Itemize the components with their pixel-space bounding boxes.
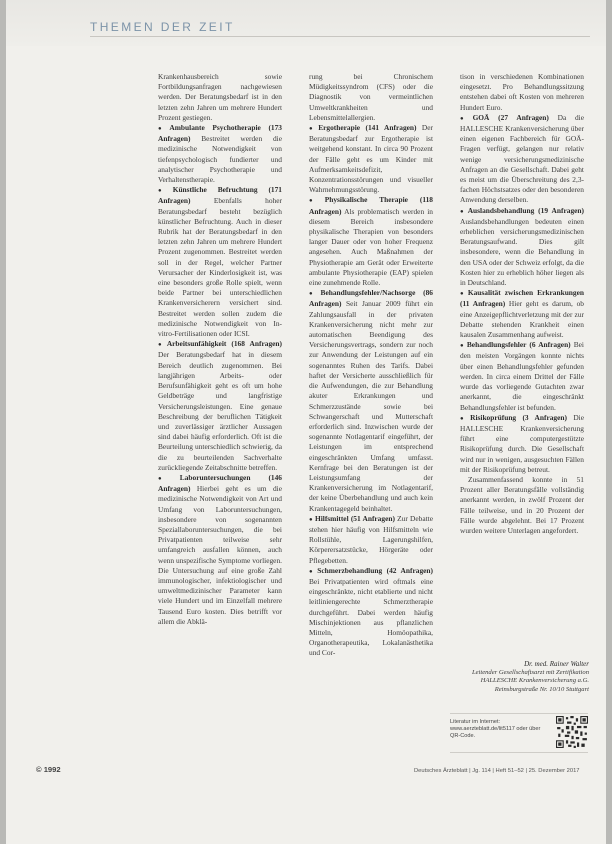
text-column-1	[158, 72, 282, 740]
author-name: Dr. med. Rainer Walter	[524, 660, 589, 668]
text-column-2	[309, 72, 433, 740]
bullet-icon: ●	[460, 115, 471, 122]
paragraph	[460, 206, 584, 289]
paragraph	[460, 340, 584, 412]
paragraph-text: Da die HALLESCHE Krankenversicherung über einen eigenen Fachbereich für GOÄ-Fragen verfügt, gelangen nur relativ wenige versicherungsmedizinische Anfragen an die Gesellschaft. Dabei geht es meist um die Überschreitung des 2,3-fachen Höchstsatzes oder den besonderen Anwendung derselben.	[460, 112, 584, 205]
paragraph	[158, 473, 282, 627]
header-rule	[90, 36, 590, 37]
author-signature	[453, 660, 589, 694]
paragraph	[309, 514, 433, 566]
paragraph-text: tison in verschiedenen Kombinationen eingesetzt. Pro Behandlungssitzung entstehen dabei oft Kosten von mehreren Hundert Euro.	[460, 72, 584, 112]
paragraph	[158, 185, 282, 339]
paragraph	[460, 113, 584, 206]
paragraph	[309, 566, 433, 659]
bullet-icon: ●	[158, 188, 171, 195]
bullet-icon: ●	[158, 475, 178, 482]
author-line-2: HALLESCHE Krankenversicherung a.G.	[480, 677, 589, 685]
paragraph-heading: Ergotherapie (141 Anfragen)	[318, 123, 417, 133]
paragraph	[460, 288, 584, 340]
text-column-3	[460, 72, 584, 740]
paragraph	[158, 72, 282, 123]
paragraph	[158, 339, 282, 473]
paragraph-text: Auslandsbehandlungen bedeuten einen erheblichen versicherungsmedizinischen Beratungsaufwand. Dies gilt insbesondere, wenn die Behandlung in den USA oder der Schweiz erfolgt, da die Kosten hier zu erheblich höher liegen als in Deutschland.	[460, 216, 584, 288]
paragraph-text: Ebenfalls hoher Beratungsbedarf besteht bezüglich künstlicher Befruchtung. Auch in dieser Rubrik hat der Beratungsbedarf in den letzten zehn Jahren um mehrere Hundert Prozent zugenommen. Bestreitet werden soll in der Regel, welcher Partner Verursacher der Kinderlosigkeit ist, was eine besonders große Rolle spielt, wenn beide Partner bei unterschiedlichen Krankenversicherern versichert sind. Bestreitet werden sollen zudem die medizinische Notwendigkeit von In-vitro-Fertilisationen oder ICSI.	[158, 196, 282, 339]
paragraph-heading: Schmerzbehandlung (42 Anfragen)	[317, 565, 433, 575]
paragraph	[460, 475, 584, 536]
paragraph-heading: Behandlungsfehler/Nachsorge (86 Anfragen)	[309, 288, 433, 309]
paragraph-heading: Arbeitsunfähigkeit (168 Anfragen)	[166, 339, 282, 349]
literature-note: Literatur im Internet: www.aerzteblatt.de/lit5117 oder über QR-Code.	[450, 719, 541, 740]
literature-box	[450, 713, 588, 753]
footer-reference: Deutsches Ärzteblatt | Jg. 114 | Heft 51–52 | 25. Dezember 2017	[414, 768, 580, 774]
copyright-stamp: © 1992	[36, 765, 61, 774]
paragraph-text: Hierbei geht es um die medizinische Notwendigkeit von Art und Umfang von Laboruntersuchungen, insbesondere von sogenannten Speziallaboruntersuchungen, die bei Privatpatienten teilweise sehr umfangreich ausfallen können, auch wenn unspezifische Symptome vorliegen. Die Untersuchung auf eine große Zahl immunologischer, infektiologischer und umweltmedizinischer Parameter kann viele Hundert und im Einzelfall mehrere Tausend Euro kosten. Dies betrifft vor allem die Abklä-	[158, 484, 282, 626]
paragraph-heading: Künstliche Befruchtung (171 Anfragen)	[158, 185, 282, 206]
paragraph-text: Bei Privatpatienten wird oftmals eine eingeschränkte, nicht etablierte und nicht leitliniengerechte Schmerztherapie durchgeführt. Dabei werden häufig Mischinjektionen aus pflanzlichen Mitteln, Homöopathika, Organotherapeutika, Lokalanästhetika und Cor-	[309, 576, 433, 658]
paragraph-text: Krankenhausbereich sowie Fortbildungsanfragen nachgewiesen werden. Der Beratungsbedarf ist in den letzten zehn Jahren um mehrere Hundert Prozent gestiegen.	[158, 72, 282, 122]
paragraph-heading: GOÄ (27 Anfragen)	[472, 112, 549, 122]
paragraph-heading: Kausalität zwischen Erkrankungen (11 Anfragen)	[460, 288, 584, 309]
paragraph-text: Hier geht es darum, ob eine Anzeigepflichtverletzung mit der zur Debatte stehenden Krankheit einen kausalen Zusammenhang aufweist.	[460, 299, 584, 340]
paragraph	[460, 72, 584, 113]
paragraph-text: Zusammenfassend konnte in 51 Prozent aller Beratungsfälle vollständig anerkannt werden, in zwölf Prozent der Fälle teilweise, und in 20 Prozent der Fälle wurde abgelehnt. Bei 17 Prozent wurden weitere Unterlagen angefordert.	[460, 474, 584, 535]
paragraph-heading: Laboruntersuchungen (146 Anfragen)	[158, 472, 282, 494]
paragraph-text: Zur Debatte stehen hier häufig von Hilfsmitteln wie Rollstühle, Lagerungshilfen, Körperersatzstücke, Hörgeräte oder Pflegebetten.	[309, 513, 433, 565]
paragraph-text: Seit Januar 2009 führt ein Zahlungsausfall in der privaten Krankenversicherung nicht mehr zur automatischen Beendigung des Versicherungsvertrags, sondern zur noch zur Anwendung der Leistungen auf ein sogenanntes Ruhen des Tarifs. Dabei haftet der Versicherte ausschließlich für die Aufwendungen, die zur Behandlung akuter Erkrankungen und Schmerzzustände sowie bei Schwangerschaft und Mutterschaft erforderlich sind. Inzwischen wurde der sogenannte Notlagentarif eingeführt, der Leistungen im entsprechend eingeschränkten Umfang umfasst. Kernfrage bei den Beratungen ist der Leistungsumfang der Krankenversicherung im Notlagentarif, der keine Überbehandlung und auch kein Krankentagegeld beinhaltet.	[309, 299, 433, 513]
paragraph-text: rung bei Chronischem Müdigkeitssyndrom (CFS) oder die Diagnostik von vermeintlichen Umweltkrankheiten und Lebensmittelallergien.	[309, 72, 433, 122]
bullet-icon: ●	[309, 516, 313, 523]
author-line-1: Leitender Gesellschaftsarzt mit Zertifikation	[471, 668, 589, 676]
paragraph	[460, 413, 584, 475]
paragraph-heading: Behandlungsfehler (6 Anfragen)	[466, 340, 571, 350]
bullet-icon: ●	[158, 126, 168, 133]
paragraph-text: Der Beratungsbedarf zur Ergotherapie ist weitgehend konstant. In circa 90 Prozent der Fälle geht es um Kinder mit Aufmerksamkeitsdefizit, Konzentrationsstörungen und visueller Wahrnehmungsstörung.	[309, 123, 433, 195]
paragraph-heading: Physikalische Therapie (118 Anfragen)	[309, 195, 433, 216]
paragraph-heading: Auslandsbehandlung (19 Anfragen)	[467, 205, 584, 215]
magazine-page	[6, 0, 606, 844]
bullet-icon: ●	[309, 198, 323, 205]
paragraph	[309, 288, 433, 513]
section-title: THEMEN DER ZEIT	[90, 20, 235, 34]
paragraph-text: Als problematisch werden in diesem Bereich insbesondere physikalische Therapien von besonders langer Dauer oder von hoher Frequenz angesehen. Auch Maßnahmen der Physiotherapie am Gerät oder Erweiterte ambulante Physiotherapie (EAP) spielen eine zunehmende Rolle.	[309, 206, 433, 288]
bullet-icon: ●	[158, 342, 165, 349]
bullet-icon: ●	[460, 208, 466, 215]
paragraph	[158, 123, 282, 185]
paragraph	[309, 123, 433, 195]
paragraph-heading: Hilfsmittel (51 Anfragen)	[314, 513, 395, 523]
paragraph-text: Der Beratungsbedarf hat in diesem Bereich deutlich zugenommen. Bei langjährigen Arbeits- oder Berufsunfähigkeit geht es oft um hohe Geldbeträge und langfristige Versicherungsleistungen. Eine genaue Beschreibung der beruflichen Tätigkeit und zuverlässiger ärztlicher Aussagen sind dabei häufig erforderlich. Oft ist die Beurteilung unterschiedlich schwierig, da die zu beurteilenden Sachverhalte zurückliegende Zeitabschnitte betreffen.	[158, 350, 282, 472]
bullet-icon: ●	[309, 568, 316, 575]
bullet-icon: ●	[309, 291, 319, 298]
bullet-icon: ●	[309, 126, 317, 133]
paragraph-heading: Ambulante Psychotherapie (173 Anfragen)	[158, 123, 282, 144]
author-line-3: Reinsburgstraße Nr. 10/10 Stuttgart	[494, 685, 589, 693]
paragraph-text: Die HALLESCHE Krankenversicherung führt eine computergestützte Risikoprüfung durch. Die Gesellschaft wird nur in wenigen, ausgesuchten Fällen mit der Risikoprüfung betreut.	[460, 412, 584, 474]
paragraph-text: Bestreitet werden die medizinische Notwendigkeit von tiefenpsychologisch fundierter und analytischer Psychotherapie und Verhaltenstherapie.	[158, 134, 282, 185]
bullet-icon: ●	[460, 415, 469, 422]
paragraph-heading: Risikoprüfung (3 Anfragen)	[470, 412, 567, 422]
paragraph-text: Bei den meisten Vorgängen konnte nichts über einen Behandlungsfehler gefunden werden. In circa einem Drittel der Fälle wurde das vorliegende Gutachten zwar anerkannt, die eingeschränkt Behandlungsfehler ist befunden.	[460, 340, 584, 412]
bullet-icon: ●	[460, 343, 465, 350]
paragraph	[309, 72, 433, 123]
bullet-icon: ●	[460, 291, 466, 298]
paragraph	[309, 195, 433, 288]
qr-code-icon[interactable]	[556, 716, 588, 748]
